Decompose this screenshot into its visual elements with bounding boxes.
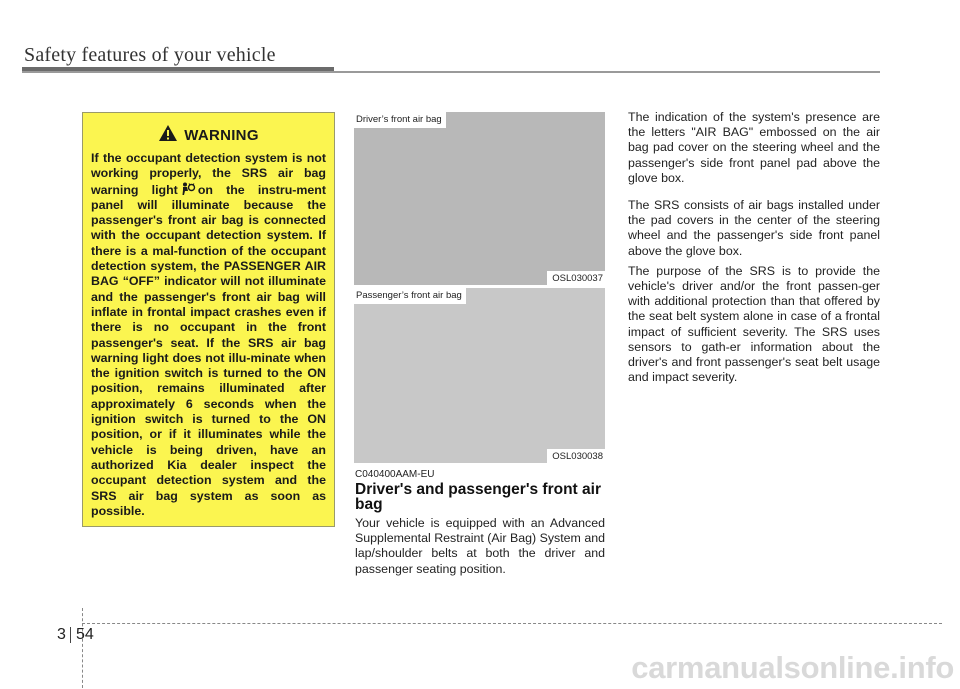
right-column [628, 110, 880, 397]
warning-triangle-icon [158, 124, 178, 147]
airbag-warning-light-icon [180, 182, 196, 196]
paragraph: The purpose of the SRS is to provide the vehicle's driver and/or the front passen-ger with additional protection than that offered by the seat belt system alone in case of a frontal impact of sufficient severity. The SRS uses sensors to gath-er information about the driver's and front passenger's seat belt usage and impact severity. [628, 263, 880, 385]
header-rule [22, 71, 880, 73]
warning-heading [91, 124, 326, 147]
watermark: carmanualsonline.info [631, 650, 954, 685]
footer-vertical-rule [82, 608, 83, 688]
chapter-number: 3 [57, 626, 66, 643]
figure-label: Passenger’s front air bag [354, 288, 466, 304]
warning-title: WARNING [184, 127, 259, 144]
warning-box [82, 112, 335, 527]
warning-text-part-1: If the occupant detection system is not working properly, the SRS air bag warning light [91, 151, 326, 197]
footer-rule [82, 623, 942, 624]
driver-air-bag-figure [354, 112, 605, 285]
figure-code: OSL030038 [547, 449, 605, 463]
section-body: Your vehicle is equipped with an Advanced Supplemental Restraint (Air Bag) System and lap/shoulder belts at both the driver and passenger seating position. [355, 516, 605, 576]
passenger-air-bag-figure [354, 288, 605, 463]
warning-text [91, 151, 326, 519]
section-code: C040400AAM-EU [355, 469, 435, 480]
paragraph: The indication of the system's presence are the letters "AIR BAG" embossed on the air bag pad cover on the steering wheel and the passenger's side front panel pad above the glove box. [628, 110, 880, 185]
page-number: 54 [76, 626, 94, 643]
page-header-title: Safety features of your vehicle [24, 44, 276, 66]
section-title: Driver's and passenger's front air bag [355, 481, 601, 513]
page-number-divider [70, 627, 71, 643]
figure-code: OSL030037 [547, 271, 605, 285]
paragraph: The SRS consists of air bags installed under the pad covers in the center of the steering wheel and the passenger's side front panel above the glove box. [628, 198, 880, 258]
figure-label: Driver’s front air bag [354, 112, 446, 128]
warning-text-part-2: on the instru-ment panel will illuminate because the passenger's front air bag is connected with the occupant detection system. If there is a mal-function of the occupant detection system, the PASSENGER AIR BAG “OFF” indicator will not illuminate and the passenger's front air bag will inflate in frontal impact crashes even if there is no occupant in the front passenger's seat. If the SRS air bag warning light does not illu-minate when the ignition switch is turned to the ON position, remains illuminated after approximately 6 seconds when the ignition switch is turned to the ON position, or if it illuminates while the vehicle is being driven, have an authorized Kia dealer inspect the occupant detection system and the SRS air bag system as soon as possible. [91, 182, 326, 518]
